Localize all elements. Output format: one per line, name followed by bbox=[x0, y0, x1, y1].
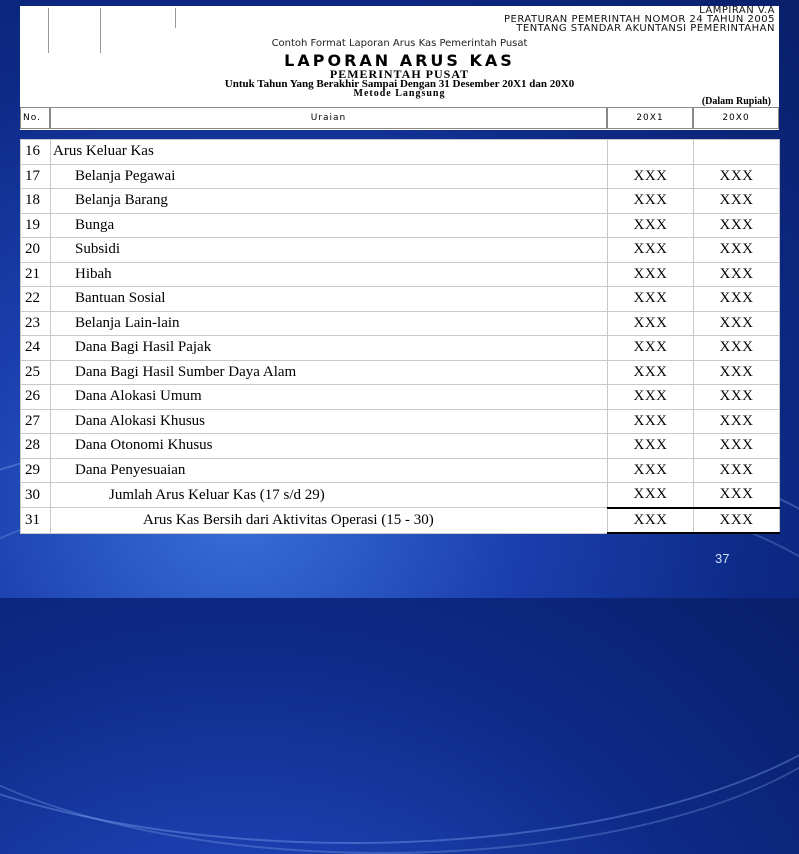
value-20x1: XXX bbox=[608, 311, 694, 336]
row-label: Dana Penyesuaian bbox=[51, 458, 608, 483]
row-label: Arus Kas Bersih dari Aktivitas Operasi (15 - 30) bbox=[51, 508, 608, 534]
report-header bbox=[20, 6, 779, 130]
row-number: 18 bbox=[21, 189, 51, 214]
row-number: 28 bbox=[21, 434, 51, 459]
value-20x0: XXX bbox=[694, 311, 780, 336]
table-row bbox=[21, 213, 780, 238]
value-20x1: XXX bbox=[608, 434, 694, 459]
table-row bbox=[21, 385, 780, 410]
currency-unit: (Dalam Rupiah) bbox=[701, 96, 771, 107]
regulation-reference bbox=[504, 6, 775, 33]
appendix-label: LAMPIRAN V.A bbox=[699, 5, 775, 16]
value-20x0 bbox=[694, 140, 780, 165]
value-20x0: XXX bbox=[694, 385, 780, 410]
row-number: 16 bbox=[21, 140, 51, 165]
row-label: Dana Otonomi Khusus bbox=[51, 434, 608, 459]
header-divider bbox=[175, 8, 176, 28]
value-20x0: XXX bbox=[694, 508, 780, 534]
value-20x1: XXX bbox=[608, 213, 694, 238]
table-row bbox=[21, 409, 780, 434]
report-method: Metode Langsung bbox=[353, 88, 446, 99]
row-number: 20 bbox=[21, 238, 51, 263]
value-20x0: XXX bbox=[694, 164, 780, 189]
row-number: 21 bbox=[21, 262, 51, 287]
value-20x0: XXX bbox=[694, 336, 780, 361]
value-20x1 bbox=[608, 140, 694, 165]
value-20x1: XXX bbox=[608, 360, 694, 385]
value-20x1: XXX bbox=[608, 385, 694, 410]
regulation-subject: TENTANG STANDAR AKUNTANSI PEMERINTAHAN bbox=[516, 23, 775, 34]
value-20x1: XXX bbox=[608, 262, 694, 287]
cash-flow-table bbox=[20, 139, 779, 534]
value-20x1: XXX bbox=[608, 189, 694, 214]
row-label: Belanja Lain-lain bbox=[51, 311, 608, 336]
column-header-description: Uraian bbox=[50, 107, 607, 129]
report-entity: PEMERINTAH PUSAT bbox=[329, 67, 470, 81]
table-row bbox=[21, 262, 780, 287]
table-row bbox=[21, 360, 780, 385]
value-20x1: XXX bbox=[608, 336, 694, 361]
row-number: 25 bbox=[21, 360, 51, 385]
regulation-label: PERATURAN PEMERINTAH NOMOR 24 TAHUN 2005 bbox=[504, 14, 775, 25]
column-header-20x1: 20X1 bbox=[607, 107, 693, 129]
value-20x1: XXX bbox=[608, 458, 694, 483]
value-20x0: XXX bbox=[694, 434, 780, 459]
value-20x0: XXX bbox=[694, 287, 780, 312]
value-20x0: XXX bbox=[694, 360, 780, 385]
row-label: Jumlah Arus Keluar Kas (17 s/d 29) bbox=[51, 483, 608, 508]
row-number: 23 bbox=[21, 311, 51, 336]
row-number: 26 bbox=[21, 385, 51, 410]
value-20x1: XXX bbox=[608, 164, 694, 189]
row-label: Subsidi bbox=[51, 238, 608, 263]
row-label: Arus Keluar Kas bbox=[51, 140, 608, 165]
value-20x1: XXX bbox=[608, 508, 694, 534]
row-label: Dana Alokasi Umum bbox=[51, 385, 608, 410]
row-label: Hibah bbox=[51, 262, 608, 287]
row-number: 27 bbox=[21, 409, 51, 434]
row-number: 29 bbox=[21, 458, 51, 483]
sample-caption: Contoh Format Laporan Arus Kas Pemerintah Pusat bbox=[271, 38, 528, 49]
value-20x0: XXX bbox=[694, 213, 780, 238]
value-20x1: XXX bbox=[608, 483, 694, 508]
row-label: Bantuan Sosial bbox=[51, 287, 608, 312]
row-number: 24 bbox=[21, 336, 51, 361]
value-20x1: XXX bbox=[608, 238, 694, 263]
slide-page-number: 37 bbox=[715, 551, 730, 566]
table-row bbox=[21, 189, 780, 214]
value-20x1: XXX bbox=[608, 287, 694, 312]
column-header-no: No. bbox=[20, 107, 50, 129]
row-number: 30 bbox=[21, 483, 51, 508]
report-title: LAPORAN ARUS KAS bbox=[284, 51, 515, 70]
table-row bbox=[21, 336, 780, 361]
row-number: 31 bbox=[21, 508, 51, 534]
value-20x0: XXX bbox=[694, 238, 780, 263]
value-20x0: XXX bbox=[694, 262, 780, 287]
row-label: Bunga bbox=[51, 213, 608, 238]
row-number: 17 bbox=[21, 164, 51, 189]
table-row bbox=[21, 458, 780, 483]
net-cash-row bbox=[21, 508, 780, 534]
total-row bbox=[21, 483, 780, 508]
value-20x0: XXX bbox=[694, 189, 780, 214]
column-header-20x0: 20X0 bbox=[693, 107, 779, 129]
row-label: Dana Bagi Hasil Sumber Daya Alam bbox=[51, 360, 608, 385]
row-label: Belanja Pegawai bbox=[51, 164, 608, 189]
report-period: Untuk Tahun Yang Berakhir Sampai Dengan 31 Desember 20X1 dan 20X0 bbox=[224, 78, 575, 90]
value-20x0: XXX bbox=[694, 409, 780, 434]
table-row bbox=[21, 311, 780, 336]
table-row bbox=[21, 140, 780, 165]
row-label: Belanja Barang bbox=[51, 189, 608, 214]
value-20x0: XXX bbox=[694, 483, 780, 508]
table-row bbox=[21, 434, 780, 459]
row-number: 19 bbox=[21, 213, 51, 238]
row-label: Dana Alokasi Khusus bbox=[51, 409, 608, 434]
row-number: 22 bbox=[21, 287, 51, 312]
table-row bbox=[21, 164, 780, 189]
table-row bbox=[21, 238, 780, 263]
table-row bbox=[21, 287, 780, 312]
value-20x1: XXX bbox=[608, 409, 694, 434]
row-label: Dana Bagi Hasil Pajak bbox=[51, 336, 608, 361]
value-20x0: XXX bbox=[694, 458, 780, 483]
